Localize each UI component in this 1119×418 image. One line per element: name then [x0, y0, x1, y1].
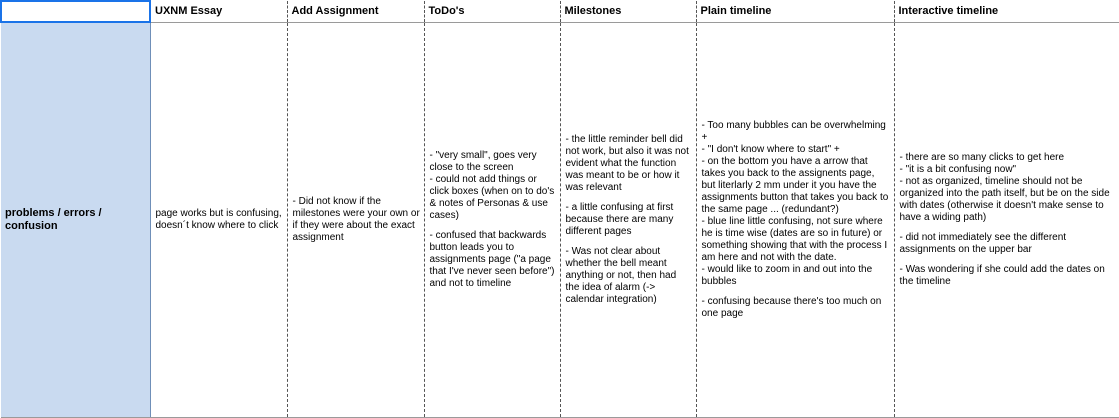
cell-text: - confused that backwards button leads you to assignments page ("a page that I've never seen before") and not to timeline	[429, 229, 558, 289]
header-row	[1, 1, 1119, 22]
cell-text: - the little reminder bell did not work, but also it was not evident what the function was meant to be or how it was relevant	[565, 133, 692, 193]
cell-text: - a little confusing at first because there are many different pages	[565, 201, 677, 237]
cell-text: - did not immediately see the different assignments on the upper bar	[899, 231, 1069, 255]
column-header-add-assignment[interactable]: Add Assignment	[287, 1, 424, 22]
cell-milestones[interactable]	[560, 22, 696, 418]
column-header-milestones[interactable]: Milestones	[560, 1, 696, 22]
column-header-interactive-timeline[interactable]: Interactive timeline	[894, 1, 1119, 22]
cell-interactive-timeline[interactable]	[894, 22, 1119, 418]
data-row	[1, 22, 1119, 418]
cell-add-assignment[interactable]	[287, 22, 424, 418]
column-header-todos[interactable]: ToDo's	[424, 1, 560, 22]
column-header-uxnm-essay[interactable]: UXNM Essay	[150, 1, 287, 22]
cell-text: - confusing because there's too much on one page	[701, 295, 885, 319]
cell-text: - Was not clear about whether the bell meant anything or not, then had the idea of alarm (-> calendar integration)	[565, 245, 679, 305]
cell-text: page works but is confusing, doesn´t know where to click	[155, 207, 285, 231]
cell-uxnm-essay[interactable]	[150, 22, 287, 418]
cell-text: - Was wondering if she could add the dates on the timeline	[899, 263, 1108, 287]
cell-text: - Too many bubbles can be overwhelming + - "I don't know where to start" + - on the bottom you have a arrow that takes you back to the assignents page, but literlarly 2 mm under it you have the assignments button that takes you back to the same page ... (redundant?) - blue line little confusing, not sure where he is time wise (dates are so in future) or something showing that with the process I am here and not with the date. - would like to zoom in and out into the bubbles	[701, 119, 889, 287]
row-header-problems[interactable]	[1, 22, 150, 418]
row-header-label: problems / errors / confusion	[5, 207, 102, 232]
cell-todos[interactable]	[424, 22, 560, 418]
cell-text: - there are so many clicks to get here - "it is a bit confusing now" - not as organized, timeline should not be organized into the path itself, but be on the side with dates (otherwise it doesn't make sense to have a widing path)	[899, 151, 1110, 223]
cell-plain-timeline[interactable]	[696, 22, 894, 418]
selected-cell[interactable]	[1, 1, 150, 22]
column-header-plain-timeline[interactable]: Plain timeline	[696, 1, 894, 22]
cell-text: - "very small", goes very close to the screen - could not add things or click boxes (when on to do's & notes of Personas & use cases)	[429, 149, 555, 221]
cell-text: - Did not know if the milestones were your own or if they were about the exact assignment	[292, 195, 423, 243]
